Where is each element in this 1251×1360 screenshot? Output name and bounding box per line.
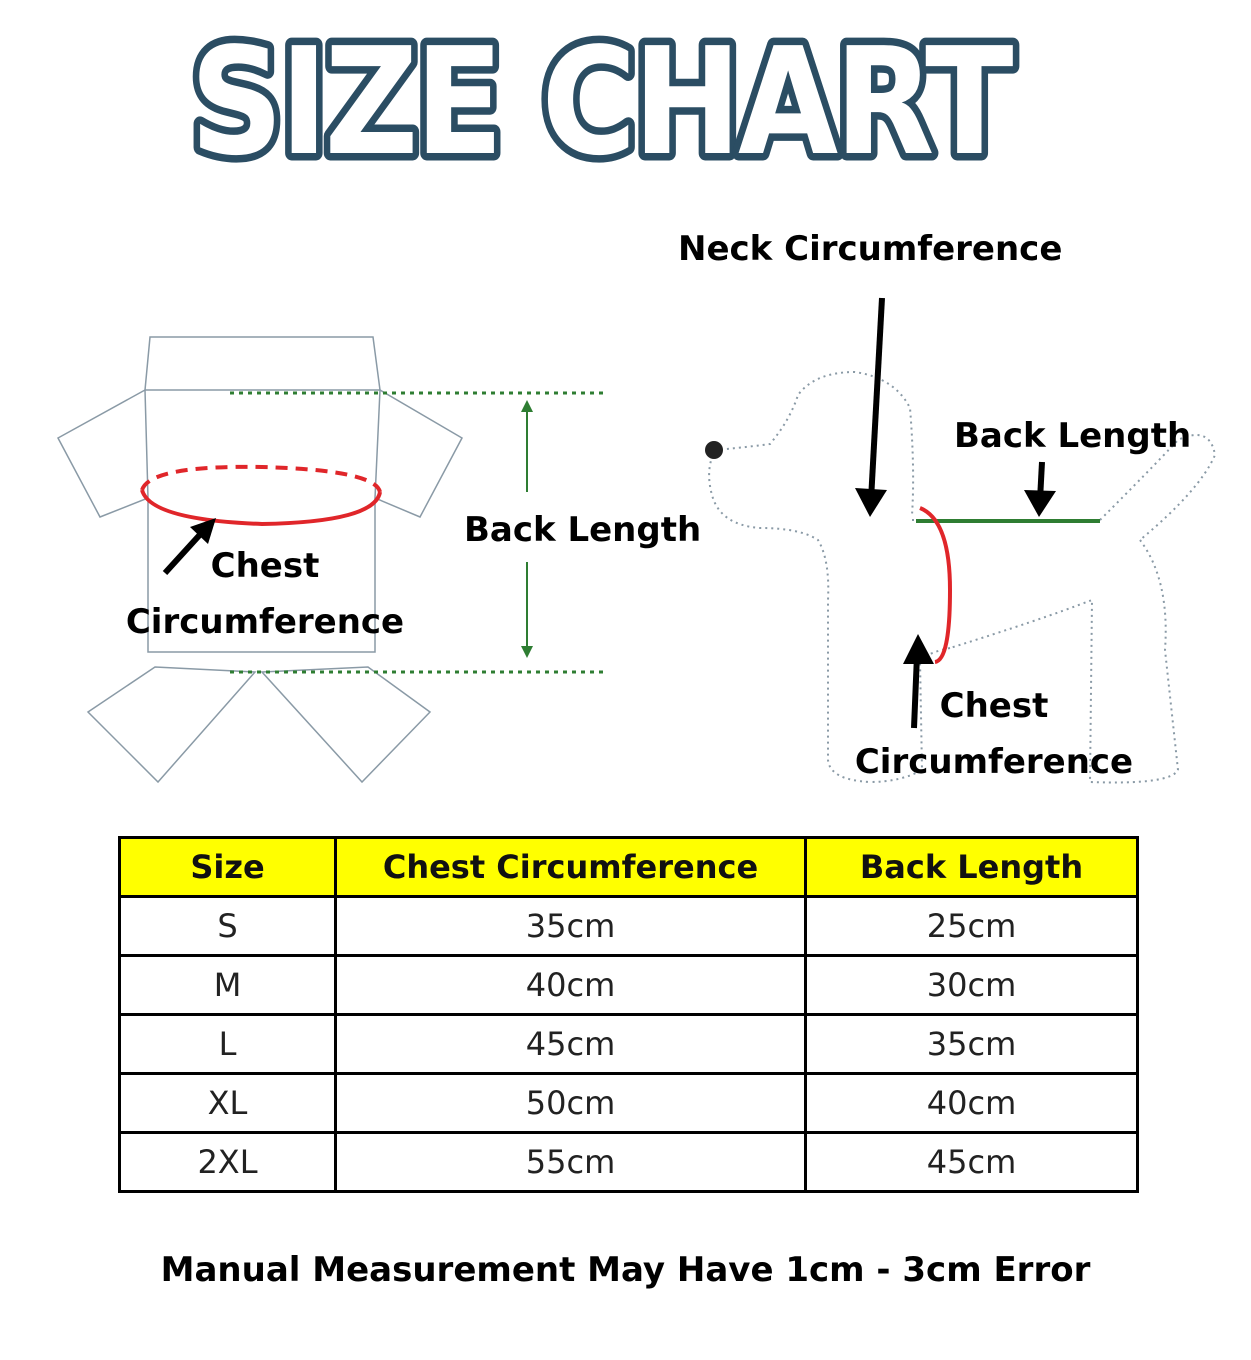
cell-back-length: 30cm <box>806 956 1138 1015</box>
chest-label-garment-line1: Chest <box>210 546 320 586</box>
cell-size: XL <box>120 1074 336 1133</box>
table-row <box>120 897 1138 956</box>
measurement-footnote: Manual Measurement May Have 1cm - 3cm Error <box>160 1250 1091 1290</box>
garment-chest-line-back <box>142 467 380 492</box>
header-chest-circumference: Chest Circumference <box>336 838 806 897</box>
cell-size: S <box>120 897 336 956</box>
garment-left-leg <box>88 667 255 782</box>
chest-circumference-label-garment <box>112 538 418 650</box>
cell-back-length: 45cm <box>806 1133 1138 1192</box>
dog-nose <box>705 441 723 459</box>
back-length-upper-arrowhead <box>521 400 533 412</box>
garment-right-sleeve <box>375 390 462 517</box>
table-row <box>120 1133 1138 1192</box>
dog-back-arrowhead <box>1024 490 1056 517</box>
header-size: Size <box>120 838 336 897</box>
cell-chest: 55cm <box>336 1133 806 1192</box>
neck-circumference-label: Neck Circumference <box>678 229 1063 269</box>
cell-size: 2XL <box>120 1133 336 1192</box>
garment-left-sleeve <box>58 390 148 517</box>
cell-chest: 35cm <box>336 897 806 956</box>
cell-chest: 50cm <box>336 1074 806 1133</box>
chest-label-dog-line2: Circumference <box>854 742 1134 782</box>
back-length-label-garment: Back Length <box>464 510 702 550</box>
neck-arrowhead <box>855 488 887 517</box>
cell-back-length: 25cm <box>806 897 1138 956</box>
chest-label-dog-line1: Chest <box>939 686 1049 726</box>
page-title: SIZE CHART <box>190 16 1014 183</box>
chest-circumference-label-dog <box>842 678 1146 790</box>
cell-size: L <box>120 1015 336 1074</box>
back-length-label-dog: Back Length <box>954 416 1192 456</box>
back-length-lower-arrowhead <box>521 646 533 658</box>
table-row <box>120 1074 1138 1133</box>
chest-label-garment-line2: Circumference <box>125 602 405 642</box>
garment-chest-line-front <box>142 490 380 524</box>
garment-right-leg <box>262 667 430 782</box>
table-header-row <box>120 838 1138 897</box>
size-table <box>118 836 1139 1193</box>
cell-chest: 40cm <box>336 956 806 1015</box>
dog-chest-arrowhead <box>903 634 934 664</box>
header-back-length: Back Length <box>806 838 1138 897</box>
cell-chest: 45cm <box>336 1015 806 1074</box>
cell-back-length: 40cm <box>806 1074 1138 1133</box>
cell-size: M <box>120 956 336 1015</box>
table-row <box>120 956 1138 1015</box>
garment-collar <box>145 337 380 390</box>
cell-back-length: 35cm <box>806 1015 1138 1074</box>
dog-chest-line <box>920 508 950 662</box>
neck-arrow <box>871 298 882 500</box>
table-row <box>120 1015 1138 1074</box>
